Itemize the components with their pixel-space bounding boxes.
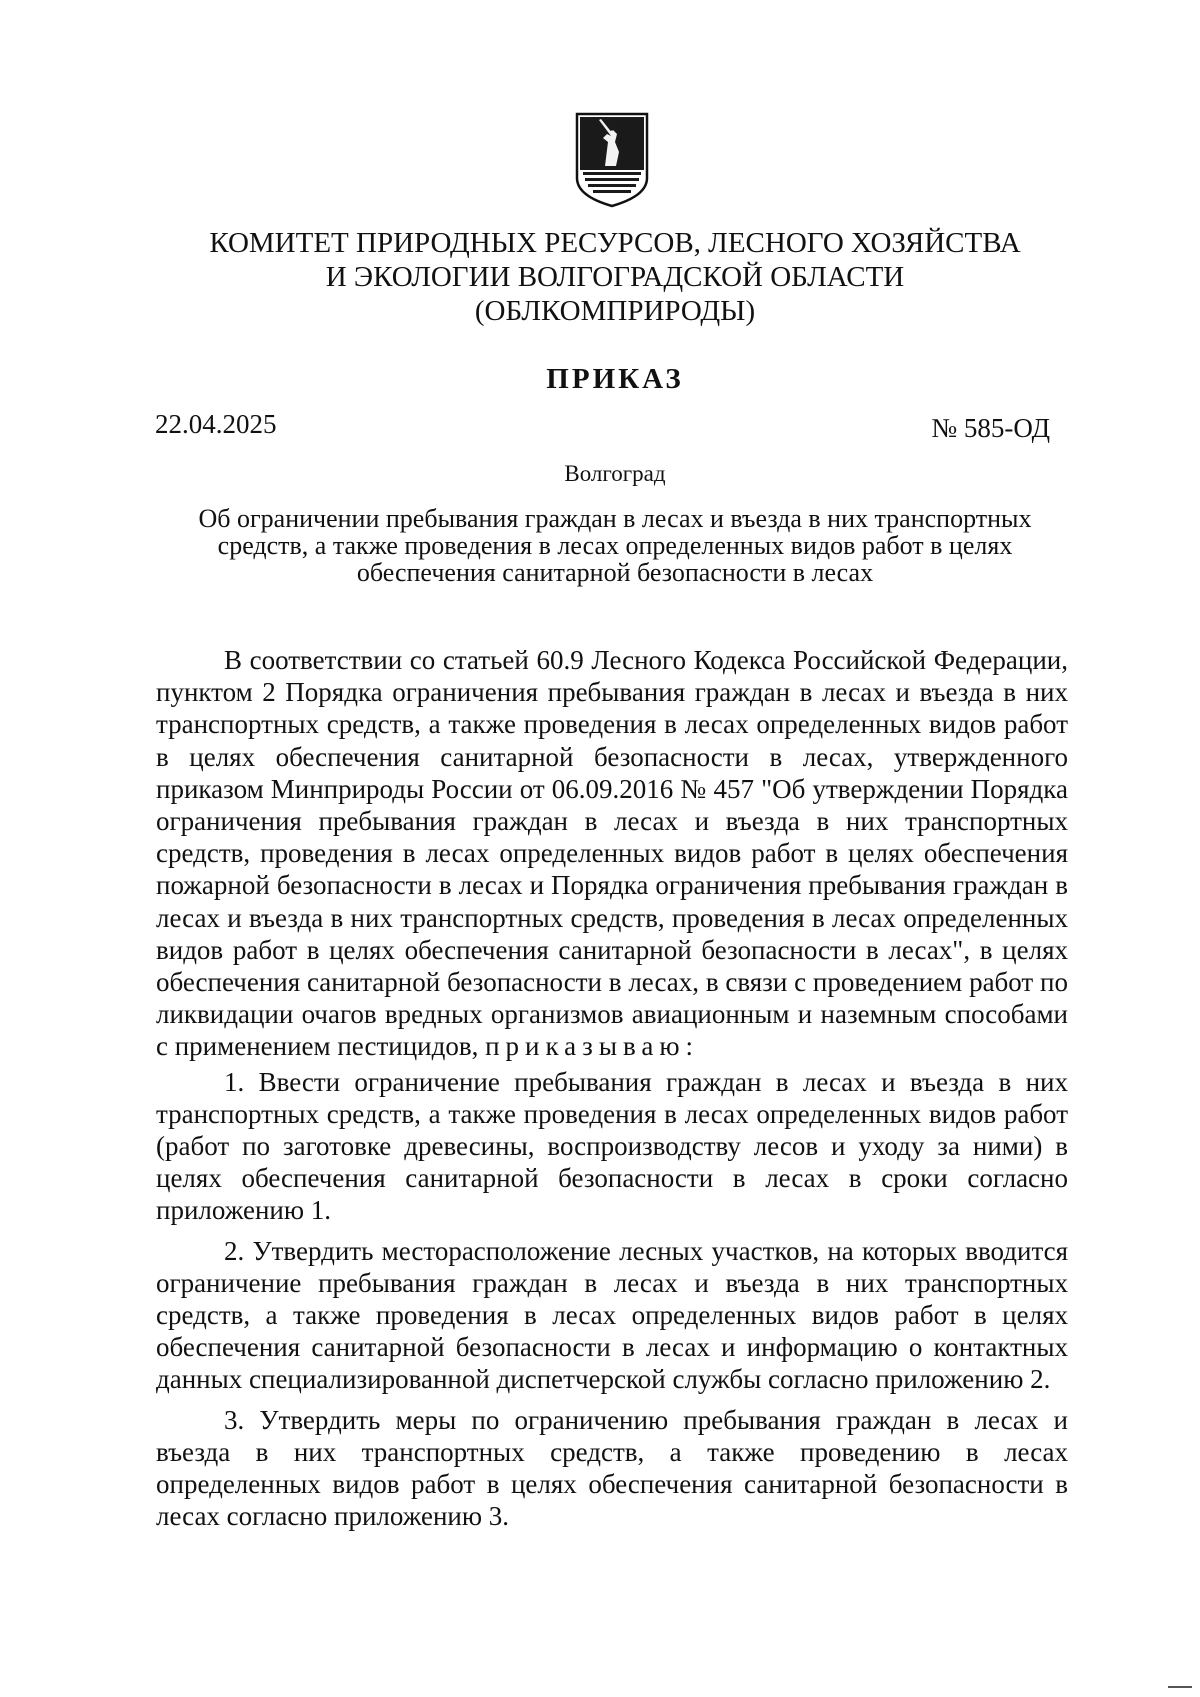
document-body <box>156 644 1068 1532</box>
order-item-1: 1. Ввести ограничение пребывания граждан в лесах и въезда в них транспортных средств, а также проведения в лесах определенных видов работ (работ по заготовке древесины, воспроизводству лесов и уходу за ними) в целях обеспечения санитарной безопасности в лесах в сроки согласно приложению 1. <box>156 1066 1068 1226</box>
issuing-organization <box>150 226 1080 328</box>
order-item-3: 3. Утвердить меры по ограничению пребывания граждан в лесах и въезда в них транспортных средств, а также проведению в лесах определенных видов работ в целях обеспечения санитарной безопасности в лесах согласно приложению 3. <box>156 1404 1068 1532</box>
coat-of-arms-icon <box>575 112 649 208</box>
document-number: № 585-ОД <box>931 413 1050 443</box>
org-line-2: И ЭКОЛОГИИ ВОЛГОГРАДСКОЙ ОБЛАСТИ <box>325 261 905 293</box>
title-line-2: средств, а также проведения в лесах определенных видов работ в целях <box>217 531 1013 560</box>
document-title <box>150 505 1080 586</box>
org-line-3: (ОБЛКОМПРИРОДЫ) <box>474 295 756 327</box>
title-line-3: обеспечения санитарной безопасности в лесах <box>356 558 874 587</box>
document-city: Волгоград <box>564 461 666 486</box>
preamble-text: В соответствии со статьей 60.9 Лесного Кодекса Российской Федерации, пунктом 2 Порядка ограничения пребывания граждан в лесах и въезда в них транспортных средств, а также проведения в лесах определенных видов работ в целях обеспечения санитарной безопасности в лесах, утвержденного приказом Минприроды России от 06.09.2016 № 457 "Об утверждении Порядка ограничения пребывания граждан в лесах и въезда в них транспортных средств, проведения в лесах определенных видов работ в целях обеспечения пожарной безопасности в лесах и Порядка ограничения пребывания граждан в лесах и въезда в них транспортных средств, проведения в лесах определенных видов работ в целях обеспечения санитарной безопасности в лесах", в целях обеспечения санитарной безопасности в лесах, в связи с проведением работ по ликвидации очагов вредных организмов авиационным и наземным способами с применением пестицидов, <box>156 645 1068 1062</box>
org-line-1: КОМИТЕТ ПРИРОДНЫХ РЕСУРСОВ, ЛЕСНОГО ХОЗЯЙСТВА <box>209 227 1021 259</box>
title-line-1: Об ограничении пребывания граждан в лесах и въезда в них транспортных <box>198 504 1032 533</box>
document-date: 22.04.2025 <box>155 409 277 439</box>
page-edge-mark <box>1168 1686 1192 1688</box>
preamble-paragraph <box>156 644 1068 1063</box>
order-word: приказываю: <box>485 1031 700 1062</box>
document-type: ПРИКАЗ <box>546 363 684 395</box>
order-item-2: 2. Утвердить месторасположение лесных участков, на которых вводится ограничение пребывания граждан в лесах и въезда в них транспортных средств, а также проведения в лесах определенных видов работ в целях обеспечения санитарной безопасности в лесах и информацию о контактных данных специализированной диспетчерской службы согласно приложению 2. <box>156 1235 1068 1395</box>
